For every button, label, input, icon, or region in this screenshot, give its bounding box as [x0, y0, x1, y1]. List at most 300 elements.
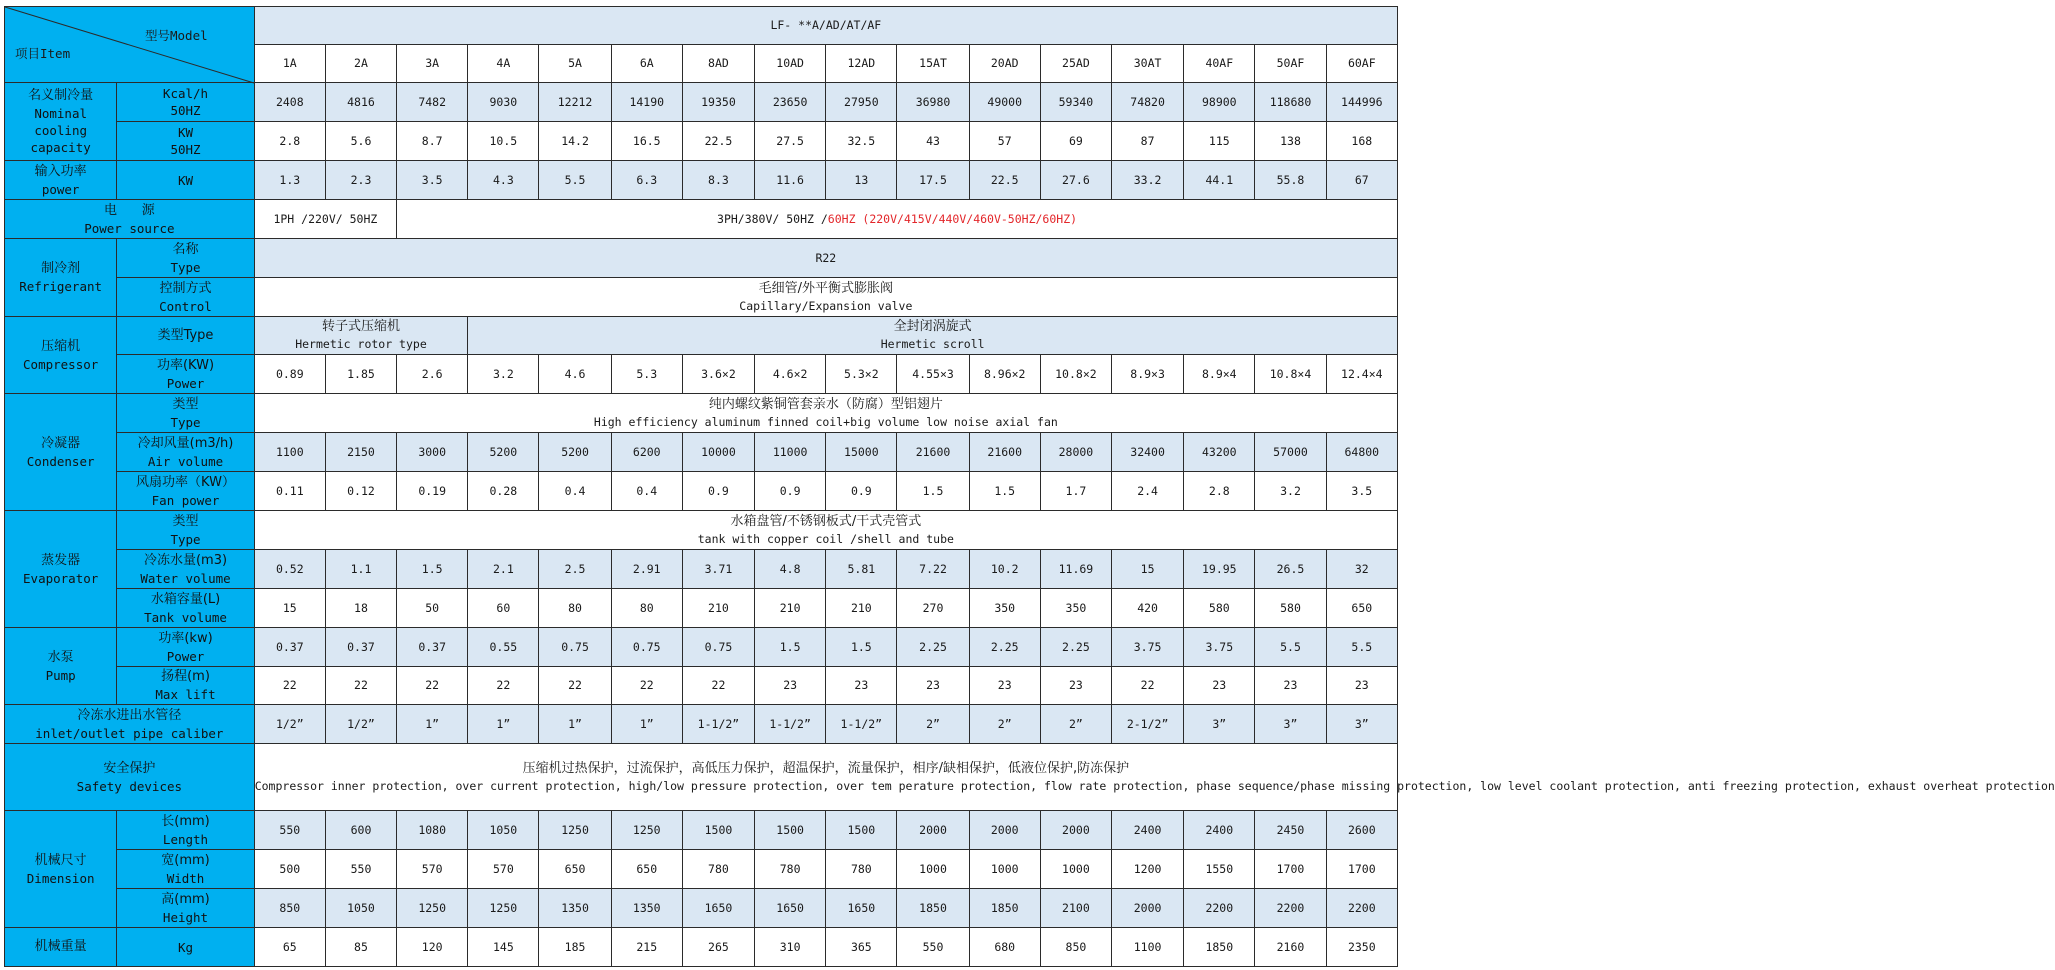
pipe-row — [5, 705, 1398, 744]
fan-cell: 1.5 — [897, 472, 969, 511]
kw-cell: 168 — [1326, 122, 1397, 161]
air-cell: 5200 — [468, 433, 539, 472]
dimension-width-label: 宽(mm) Width — [117, 850, 254, 889]
models-cell: 1A — [254, 45, 325, 83]
models-cell: 40AF — [1184, 45, 1255, 83]
condenser-air-label: 冷却风量(m3/h) Air volume — [117, 433, 254, 472]
evaporator-water-label: 冷冻水量(m3) Water volume — [117, 550, 254, 589]
length-cell: 1500 — [755, 811, 826, 850]
refrigerant-control-row — [5, 278, 1398, 317]
dimension-height-row — [5, 889, 1398, 928]
refrigerant-type-label: 名称 Type — [117, 239, 254, 278]
comp-power-cell: 10.8×2 — [1040, 355, 1111, 394]
height-cell: 1350 — [611, 889, 682, 928]
water-cell: 1.5 — [397, 550, 468, 589]
weight-cell: 265 — [682, 928, 754, 967]
pipe-cell: 2” — [897, 705, 969, 744]
pump-power-cell: 5.5 — [1255, 628, 1326, 667]
fan-cell: 0.4 — [539, 472, 611, 511]
water-cell: 11.69 — [1040, 550, 1111, 589]
tank-cell: 80 — [539, 589, 611, 628]
models-cell: 60AF — [1326, 45, 1397, 83]
kw-cell: 69 — [1040, 122, 1111, 161]
kw-cell: 14.2 — [539, 122, 611, 161]
air-cell: 1100 — [254, 433, 325, 472]
fan-cell: 0.19 — [397, 472, 468, 511]
length-cell: 1080 — [397, 811, 468, 850]
length-cell: 2000 — [897, 811, 969, 850]
width-cell: 1200 — [1112, 850, 1184, 889]
models-cell: 20AD — [969, 45, 1040, 83]
input-cell: 27.6 — [1040, 161, 1111, 200]
pump-lift-label: 扬程(m) Max lift — [117, 667, 254, 705]
pipe-cell: 1/2” — [325, 705, 396, 744]
power-source-three: 3PH/380V/ 50HZ /60HZ (220V/415V/440V/460V-50HZ/60HZ) — [397, 200, 1398, 239]
fan-cell: 1.7 — [1040, 472, 1111, 511]
water-cell: 15 — [1112, 550, 1184, 589]
water-cell: 7.22 — [897, 550, 969, 589]
weight-label: 机械重量 — [5, 928, 117, 967]
pipe-cell: 2” — [969, 705, 1040, 744]
kcal-cell: 12212 — [539, 83, 611, 122]
kw-cell: 43 — [897, 122, 969, 161]
tank-cell: 210 — [826, 589, 897, 628]
air-cell: 6200 — [611, 433, 682, 472]
pump-power-cell: 0.37 — [325, 628, 396, 667]
pump-lift-cell: 23 — [1255, 667, 1326, 705]
length-cell: 2400 — [1184, 811, 1255, 850]
kw-cell: 87 — [1112, 122, 1184, 161]
kcal-cell: 19350 — [682, 83, 754, 122]
width-cell: 780 — [826, 850, 897, 889]
weight-row — [5, 928, 1398, 967]
kcal-cell: 14190 — [611, 83, 682, 122]
dimension-label: 机械尺寸 Dimension — [5, 811, 117, 928]
fan-cell: 0.11 — [254, 472, 325, 511]
weight-cell: 2160 — [1255, 928, 1326, 967]
dimension-length-label: 长(mm) Length — [117, 811, 254, 850]
kw-cell: 22.5 — [682, 122, 754, 161]
spec-table — [4, 6, 2055, 967]
tank-cell: 650 — [1326, 589, 1397, 628]
comp-power-cell: 2.6 — [397, 355, 468, 394]
width-cell: 1000 — [897, 850, 969, 889]
evaporator-tank-label: 水箱容量(L) Tank volume — [117, 589, 254, 628]
kcal-cell: 144996 — [1326, 83, 1397, 122]
models-cell: 25AD — [1040, 45, 1111, 83]
height-cell: 1850 — [969, 889, 1040, 928]
kcal-cell: 59340 — [1040, 83, 1111, 122]
cooling-label: 名义制冷量 Nominal cooling capacity — [5, 83, 117, 161]
water-cell: 4.8 — [755, 550, 826, 589]
fan-cell: 0.28 — [468, 472, 539, 511]
comp-power-cell: 5.3×2 — [826, 355, 897, 394]
kcal-row — [5, 83, 1398, 122]
height-cell: 2200 — [1326, 889, 1397, 928]
comp-power-cell: 3.6×2 — [682, 355, 754, 394]
condenser-type-label: 类型 Type — [117, 394, 254, 433]
length-cell: 1500 — [682, 811, 754, 850]
width-cell: 780 — [755, 850, 826, 889]
evaporator-label: 蒸发器 Evaporator — [5, 511, 117, 628]
length-cell: 2600 — [1326, 811, 1397, 850]
tank-cell: 580 — [1184, 589, 1255, 628]
refrigerant-type-value: R22 — [254, 239, 1397, 278]
air-cell: 15000 — [826, 433, 897, 472]
air-cell: 32400 — [1112, 433, 1184, 472]
fan-cell: 0.9 — [682, 472, 754, 511]
height-cell: 2100 — [1040, 889, 1111, 928]
kcal-cell: 9030 — [468, 83, 539, 122]
water-cell: 26.5 — [1255, 550, 1326, 589]
pump-lift-cell: 23 — [755, 667, 826, 705]
comp-power-cell: 8.9×4 — [1184, 355, 1255, 394]
width-cell: 1550 — [1184, 850, 1255, 889]
kcal-cell: 4816 — [325, 83, 396, 122]
dimension-height-label: 高(mm) Height — [117, 889, 254, 928]
height-cell: 1350 — [539, 889, 611, 928]
weight-cell: 65 — [254, 928, 325, 967]
input-cell: 3.5 — [397, 161, 468, 200]
pump-lift-cell: 23 — [1040, 667, 1111, 705]
height-cell: 2200 — [1255, 889, 1326, 928]
input-cell: 67 — [1326, 161, 1397, 200]
kw-cell: 8.7 — [397, 122, 468, 161]
refrigerant-type-row — [5, 239, 1398, 278]
fan-cell: 0.12 — [325, 472, 396, 511]
weight-cell: 2350 — [1326, 928, 1397, 967]
fan-cell: 0.4 — [611, 472, 682, 511]
kw-cell: 10.5 — [468, 122, 539, 161]
condenser-label: 冷凝器 Condenser — [5, 394, 117, 511]
pipe-cell: 3” — [1255, 705, 1326, 744]
width-cell: 500 — [254, 850, 325, 889]
width-cell: 1700 — [1326, 850, 1397, 889]
tank-cell: 60 — [468, 589, 539, 628]
compressor-type-label: 类型Type — [117, 317, 254, 355]
fan-cell: 0.9 — [755, 472, 826, 511]
pipe-cell: 1” — [397, 705, 468, 744]
weight-cell: 680 — [969, 928, 1040, 967]
width-cell: 1700 — [1255, 850, 1326, 889]
length-cell: 1250 — [539, 811, 611, 850]
input-power-label: 输入功率 power — [5, 161, 117, 200]
width-cell: 550 — [325, 850, 396, 889]
item-label: 项目Item — [15, 46, 71, 61]
pump-lift-cell: 22 — [539, 667, 611, 705]
weight-cell: 850 — [1040, 928, 1111, 967]
power-source-label: 电 源 Power source — [5, 200, 255, 239]
models-cell: 8AD — [682, 45, 754, 83]
height-cell: 1650 — [755, 889, 826, 928]
input-cell: 6.3 — [611, 161, 682, 200]
pump-lift-cell: 22 — [254, 667, 325, 705]
kw-cell: 2.8 — [254, 122, 325, 161]
height-cell: 1050 — [325, 889, 396, 928]
input-power-unit: KW — [117, 161, 254, 200]
input-power-row — [5, 161, 1398, 200]
input-cell: 33.2 — [1112, 161, 1184, 200]
models-cell: 2A — [325, 45, 396, 83]
comp-power-cell: 8.9×3 — [1112, 355, 1184, 394]
comp-power-cell: 4.55×3 — [897, 355, 969, 394]
air-cell: 43200 — [1184, 433, 1255, 472]
air-cell: 64800 — [1326, 433, 1397, 472]
weight-cell: 310 — [755, 928, 826, 967]
pump-power-cell: 1.5 — [755, 628, 826, 667]
kw-cell: 16.5 — [611, 122, 682, 161]
pump-lift-cell: 22 — [397, 667, 468, 705]
height-cell: 1650 — [682, 889, 754, 928]
dimension-width-row — [5, 850, 1398, 889]
pump-label: 水泵 Pump — [5, 628, 117, 705]
weight-cell: 185 — [539, 928, 611, 967]
comp-power-cell: 1.85 — [325, 355, 396, 394]
width-cell: 1000 — [969, 850, 1040, 889]
weight-cell: 145 — [468, 928, 539, 967]
length-cell: 1500 — [826, 811, 897, 850]
pump-lift-cell: 22 — [468, 667, 539, 705]
pipe-cell: 3” — [1326, 705, 1397, 744]
length-cell: 2000 — [1040, 811, 1111, 850]
fan-cell: 2.4 — [1112, 472, 1184, 511]
evaporator-water-row — [5, 550, 1398, 589]
tank-cell: 15 — [254, 589, 325, 628]
safety-row — [5, 744, 1398, 811]
weight-cell: 120 — [397, 928, 468, 967]
models-cell: 3A — [397, 45, 468, 83]
water-cell: 2.5 — [539, 550, 611, 589]
dimension-length-row — [5, 811, 1398, 850]
pump-lift-cell: 23 — [826, 667, 897, 705]
kcal-cell: 2408 — [254, 83, 325, 122]
kcal-cell: 74820 — [1112, 83, 1184, 122]
pump-power-cell: 3.75 — [1112, 628, 1184, 667]
pump-power-cell: 0.75 — [611, 628, 682, 667]
kw-unit: KW 50HZ — [117, 122, 254, 161]
input-cell: 22.5 — [969, 161, 1040, 200]
pump-power-cell: 2.25 — [897, 628, 969, 667]
tank-cell: 18 — [325, 589, 396, 628]
water-cell: 3.71 — [682, 550, 754, 589]
pump-power-cell: 0.75 — [682, 628, 754, 667]
tank-cell: 270 — [897, 589, 969, 628]
kcal-cell: 98900 — [1184, 83, 1255, 122]
input-cell: 2.3 — [325, 161, 396, 200]
height-cell: 2200 — [1184, 889, 1255, 928]
width-cell: 650 — [611, 850, 682, 889]
kcal-cell: 36980 — [897, 83, 969, 122]
length-cell: 2400 — [1112, 811, 1184, 850]
tank-cell: 50 — [397, 589, 468, 628]
pump-lift-cell: 23 — [1326, 667, 1397, 705]
comp-power-cell: 5.3 — [611, 355, 682, 394]
input-cell: 13 — [826, 161, 897, 200]
water-cell: 2.91 — [611, 550, 682, 589]
height-cell: 1850 — [897, 889, 969, 928]
pump-power-cell: 0.37 — [397, 628, 468, 667]
air-cell: 21600 — [969, 433, 1040, 472]
power-source-single: 1PH /220V/ 50HZ — [254, 200, 396, 239]
pump-power-cell: 2.25 — [1040, 628, 1111, 667]
air-cell: 57000 — [1255, 433, 1326, 472]
pump-power-cell: 2.25 — [969, 628, 1040, 667]
pipe-cell: 1” — [468, 705, 539, 744]
weight-unit: Kg — [117, 928, 254, 967]
models-cell: 30AT — [1112, 45, 1184, 83]
comp-power-cell: 8.96×2 — [969, 355, 1040, 394]
compressor-power-label: 功率(KW) Power — [117, 355, 254, 394]
width-cell: 780 — [682, 850, 754, 889]
input-cell: 11.6 — [755, 161, 826, 200]
length-cell: 600 — [325, 811, 396, 850]
pump-lift-cell: 23 — [1184, 667, 1255, 705]
water-cell: 1.1 — [325, 550, 396, 589]
comp-power-cell: 10.8×4 — [1255, 355, 1326, 394]
refrigerant-label: 制冷剂 Refrigerant — [5, 239, 117, 317]
pump-power-cell: 0.75 — [539, 628, 611, 667]
comp-power-cell: 3.2 — [468, 355, 539, 394]
kw-cell: 32.5 — [826, 122, 897, 161]
model-label: 型号Model — [145, 28, 208, 43]
pump-lift-cell: 22 — [325, 667, 396, 705]
length-cell: 2450 — [1255, 811, 1326, 850]
pump-power-cell: 0.37 — [254, 628, 325, 667]
water-cell: 10.2 — [969, 550, 1040, 589]
length-cell: 1050 — [468, 811, 539, 850]
kw-cell: 27.5 — [755, 122, 826, 161]
water-cell: 0.52 — [254, 550, 325, 589]
width-cell: 570 — [468, 850, 539, 889]
pump-power-cell: 3.75 — [1184, 628, 1255, 667]
air-cell: 3000 — [397, 433, 468, 472]
condenser-type-row — [5, 394, 1398, 433]
pipe-cell: 1-1/2” — [682, 705, 754, 744]
weight-cell: 1100 — [1112, 928, 1184, 967]
input-cell: 55.8 — [1255, 161, 1326, 200]
width-cell: 1000 — [1040, 850, 1111, 889]
air-cell: 2150 — [325, 433, 396, 472]
condenser-fan-label: 风扇功率（KW） Fan power — [117, 472, 254, 511]
weight-cell: 550 — [897, 928, 969, 967]
water-cell: 5.81 — [826, 550, 897, 589]
models-cell: 10AD — [755, 45, 826, 83]
models-cell: 50AF — [1255, 45, 1326, 83]
width-cell: 570 — [397, 850, 468, 889]
pipe-cell: 2-1/2” — [1112, 705, 1184, 744]
water-cell: 19.95 — [1184, 550, 1255, 589]
compressor-power-row — [5, 355, 1398, 394]
input-cell: 8.3 — [682, 161, 754, 200]
pipe-cell: 3” — [1184, 705, 1255, 744]
pump-power-row — [5, 628, 1398, 667]
tank-cell: 350 — [1040, 589, 1111, 628]
height-cell: 1650 — [826, 889, 897, 928]
models-cell: 5A — [539, 45, 611, 83]
kcal-cell: 23650 — [755, 83, 826, 122]
kcal-cell: 7482 — [397, 83, 468, 122]
compressor-scroll: 全封闭涡旋式 Hermetic scroll — [468, 317, 1398, 355]
fan-cell: 2.8 — [1184, 472, 1255, 511]
pump-lift-cell: 23 — [969, 667, 1040, 705]
safety-label: 安全保护 Safety devices — [5, 744, 255, 811]
height-cell: 2000 — [1112, 889, 1184, 928]
length-cell: 2000 — [969, 811, 1040, 850]
pipe-cell: 1/2” — [254, 705, 325, 744]
air-cell: 5200 — [539, 433, 611, 472]
pump-lift-cell: 22 — [682, 667, 754, 705]
length-cell: 1250 — [611, 811, 682, 850]
evaporator-type-label: 类型 Type — [117, 511, 254, 550]
input-cell: 44.1 — [1184, 161, 1255, 200]
air-cell: 11000 — [755, 433, 826, 472]
tank-cell: 210 — [755, 589, 826, 628]
compressor-rotor: 转子式压缩机 Hermetic rotor type — [254, 317, 468, 355]
weight-cell: 1850 — [1184, 928, 1255, 967]
tank-cell: 350 — [969, 589, 1040, 628]
air-cell: 28000 — [1040, 433, 1111, 472]
kcal-cell: 27950 — [826, 83, 897, 122]
pump-lift-cell: 23 — [897, 667, 969, 705]
kw-cell: 57 — [969, 122, 1040, 161]
power-source-row — [5, 200, 1398, 239]
weight-cell: 215 — [611, 928, 682, 967]
models-cell: 6A — [611, 45, 682, 83]
comp-power-cell: 12.4×4 — [1326, 355, 1397, 394]
pump-lift-cell: 22 — [611, 667, 682, 705]
pipe-label: 冷冻水进出水管径 inlet/outlet pipe caliber — [5, 705, 255, 744]
pump-lift-cell: 22 — [1112, 667, 1184, 705]
fan-cell: 3.2 — [1255, 472, 1326, 511]
tank-cell: 210 — [682, 589, 754, 628]
evaporator-type-row — [5, 511, 1398, 550]
fan-cell: 1.5 — [969, 472, 1040, 511]
models-cell: 15AT — [897, 45, 969, 83]
input-cell: 17.5 — [897, 161, 969, 200]
kcal-cell: 49000 — [969, 83, 1040, 122]
pump-power-label: 功率(kw) Power — [117, 628, 254, 667]
input-cell: 4.3 — [468, 161, 539, 200]
water-cell: 32 — [1326, 550, 1397, 589]
series-title: LF- **A/AD/AT/AF — [254, 7, 1397, 45]
condenser-type-value: 纯内螺纹紫铜管套亲水（防腐）型铝翅片 High efficiency aluminum finned coil+big volume low noise axial fan — [254, 394, 1397, 433]
width-cell: 650 — [539, 850, 611, 889]
evaporator-tank-row — [5, 589, 1398, 628]
kw-cell: 5.6 — [325, 122, 396, 161]
models-cell: 12AD — [826, 45, 897, 83]
pipe-cell: 1” — [611, 705, 682, 744]
kcal-cell: 118680 — [1255, 83, 1326, 122]
pump-power-cell: 0.55 — [468, 628, 539, 667]
pipe-cell: 1” — [539, 705, 611, 744]
compressor-type-row — [5, 317, 1398, 355]
comp-power-cell: 4.6 — [539, 355, 611, 394]
kw-cell: 115 — [1184, 122, 1255, 161]
refrigerant-control-label: 控制方式 Control — [117, 278, 254, 317]
compressor-label: 压缩机 Compressor — [5, 317, 117, 394]
pipe-cell: 1-1/2” — [826, 705, 897, 744]
weight-cell: 85 — [325, 928, 396, 967]
condenser-air-row — [5, 433, 1398, 472]
pump-power-cell: 5.5 — [1326, 628, 1397, 667]
evaporator-type-value: 水箱盘管/不锈钢板式/干式壳管式 tank with copper coil /shell and tube — [254, 511, 1397, 550]
water-cell: 2.1 — [468, 550, 539, 589]
tank-cell: 420 — [1112, 589, 1184, 628]
pump-power-cell: 1.5 — [826, 628, 897, 667]
input-cell: 1.3 — [254, 161, 325, 200]
condenser-fan-row — [5, 472, 1398, 511]
fan-cell: 0.9 — [826, 472, 897, 511]
